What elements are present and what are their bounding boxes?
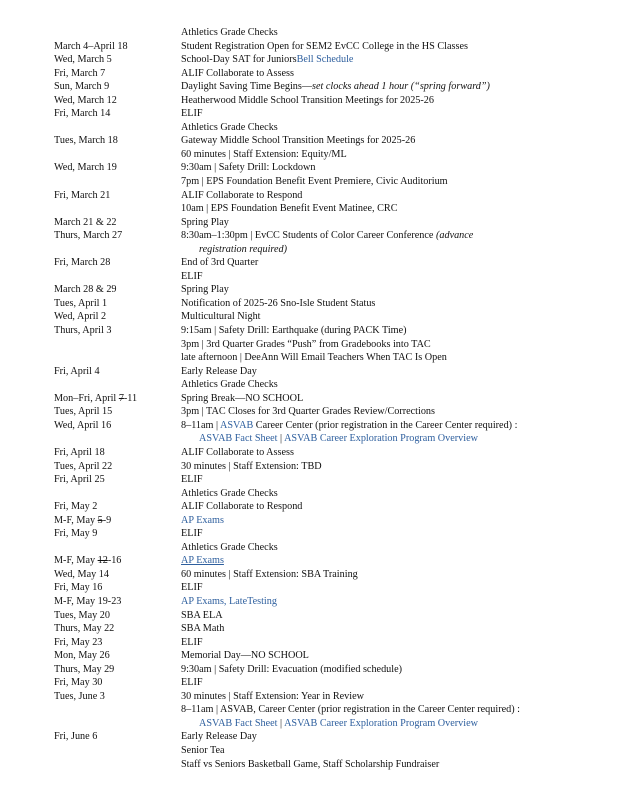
event-date	[54, 554, 121, 568]
event-text-segment: late afternoon | DeeAnn Will Email Teachers When TAC Is Open	[181, 352, 447, 364]
calendar-row	[0, 541, 618, 555]
event-date: Tues, May 20	[54, 609, 110, 621]
calendar-row	[0, 703, 618, 717]
date-text-segment: -9	[102, 514, 112, 526]
event-description	[181, 758, 439, 772]
event-date: Fri, May 30	[54, 677, 103, 689]
date-text-segment: 7	[118, 392, 124, 404]
event-description	[181, 663, 402, 677]
event-description	[181, 270, 203, 284]
event-description	[181, 703, 520, 717]
calendar-row	[0, 690, 618, 704]
event-description	[181, 365, 257, 379]
event-date: March 21 & 22	[54, 216, 117, 228]
event-description	[181, 134, 415, 148]
calendar-row	[0, 256, 618, 270]
calendar-row	[0, 717, 618, 731]
event-text-segment: ELIF	[181, 636, 203, 648]
event-description	[181, 148, 347, 162]
event-text-segment: Student Registration Open for SEM2 EvCC College in the HS Classes	[181, 40, 468, 52]
event-date: Wed, May 14	[54, 568, 109, 580]
event-description	[181, 473, 203, 487]
event-date: Fri, June 6	[54, 731, 98, 743]
event-text-segment: Multicultural Night	[181, 311, 261, 323]
date-text-segment: M-F, May	[54, 555, 98, 567]
calendar-row	[0, 121, 618, 135]
event-description	[181, 419, 517, 433]
calendar-row	[0, 419, 618, 433]
event-text-segment: Spring Break—NO SCHOOL	[181, 392, 304, 404]
calendar-row	[0, 676, 618, 690]
event-date: Fri, May 23	[54, 636, 103, 648]
calendar-row	[0, 595, 618, 609]
event-text-segment: Early Release Day	[181, 365, 257, 377]
calendar-row	[0, 243, 618, 257]
calendar-document	[0, 26, 618, 771]
calendar-row	[0, 432, 618, 446]
date-text-segment: M-F, May	[54, 514, 98, 526]
event-link[interactable]: AP Exams, LateTesting	[181, 595, 277, 607]
event-description	[181, 107, 203, 121]
event-text-segment: Career Center (prior registration in the Career Center required) :	[253, 419, 518, 431]
calendar-row	[0, 460, 618, 474]
event-date: Tues, April 22	[54, 460, 113, 472]
event-description	[181, 690, 364, 704]
event-text-segment: 8:30am–1:30pm | EvCC Students of Color Career Conference	[181, 230, 436, 242]
event-date: Tues, March 18	[54, 135, 118, 147]
event-description	[181, 67, 294, 81]
event-text-segment: Athletics Grade Checks	[181, 541, 278, 553]
event-text-segment: SBA ELA	[181, 609, 223, 621]
event-link[interactable]: ASVAB Fact Sheet	[199, 717, 278, 729]
event-description	[181, 527, 203, 541]
calendar-row	[0, 730, 618, 744]
event-text-segment: ALIF Collaborate to Assess	[181, 446, 294, 458]
event-date: M-F, May 19-23	[54, 595, 122, 607]
event-description	[181, 554, 224, 568]
event-description	[181, 94, 434, 108]
event-date: Thurs, May 29	[54, 663, 115, 675]
event-description	[181, 487, 278, 501]
event-description	[181, 121, 278, 135]
event-description	[181, 202, 398, 216]
event-text-segment: 60 minutes | Staff Extension: Equity/ML	[181, 148, 347, 160]
event-description	[181, 324, 407, 338]
event-text-segment: Early Release Day	[181, 731, 257, 743]
calendar-row	[0, 649, 618, 663]
calendar-row	[0, 758, 618, 772]
event-date: Thurs, April 3	[54, 325, 112, 337]
event-description	[181, 622, 224, 636]
event-text-segment: 30 minutes | Staff Extension: TBD	[181, 460, 322, 472]
event-description	[181, 297, 375, 311]
event-description	[181, 405, 435, 419]
calendar-row	[0, 487, 618, 501]
calendar-row	[0, 310, 618, 324]
event-description	[181, 80, 490, 94]
event-text-segment: ELIF	[181, 270, 203, 282]
event-text-segment: ELIF	[181, 474, 203, 486]
event-text-segment: ELIF	[181, 528, 203, 540]
event-text-segment: ALIF Collaborate to Respond	[181, 501, 303, 513]
event-description	[181, 541, 278, 555]
event-date: Fri, May 16	[54, 582, 103, 594]
event-text-segment: Heatherwood Middle School Transition Meetings for 2025-26	[181, 94, 434, 106]
event-text-segment: |	[277, 433, 285, 445]
event-description	[181, 609, 223, 623]
calendar-row	[0, 581, 618, 595]
event-date: Wed, March 19	[54, 162, 117, 174]
event-date: Wed, April 16	[54, 419, 112, 431]
calendar-row	[0, 148, 618, 162]
event-description	[181, 446, 294, 460]
calendar-row	[0, 53, 618, 67]
calendar-row	[0, 365, 618, 379]
event-description	[181, 514, 224, 528]
event-date: Fri, April 4	[54, 365, 100, 377]
date-text-segment: -16	[107, 555, 122, 567]
event-text-segment: ELIF	[181, 108, 203, 120]
event-description	[199, 432, 478, 446]
event-text-segment: set clocks ahead 1 hour (“spring forward”)	[312, 81, 490, 93]
date-text-segment: 12	[97, 555, 108, 567]
event-description	[181, 26, 278, 40]
calendar-row	[0, 500, 618, 514]
event-link[interactable]: Bell Schedule	[296, 54, 354, 66]
event-text-segment: 10am | EPS Foundation Benefit Event Matinee, CRC	[181, 203, 398, 215]
calendar-row	[0, 663, 618, 677]
event-text-segment: 7pm | EPS Foundation Benefit Event Premiere, Civic Auditorium	[181, 176, 448, 188]
calendar-row	[0, 134, 618, 148]
event-text-segment: Spring Play	[181, 216, 229, 228]
calendar-row	[0, 568, 618, 582]
calendar-row	[0, 94, 618, 108]
calendar-row	[0, 636, 618, 650]
event-link[interactable]: AP Exams	[181, 555, 224, 567]
event-description	[181, 378, 278, 392]
calendar-row	[0, 351, 618, 365]
calendar-row	[0, 324, 618, 338]
calendar-row	[0, 67, 618, 81]
event-description	[199, 717, 478, 731]
event-link[interactable]: ASVAB Career Exploration Program Overview	[284, 717, 478, 729]
event-description	[181, 189, 302, 203]
event-text-segment: 9:30am | Safety Drill: Evacuation (modified schedule)	[181, 663, 403, 675]
event-text-segment: ALIF Collaborate to Respond	[181, 189, 303, 201]
event-date: Fri, May 2	[54, 501, 98, 513]
event-text-segment: 3pm | TAC Closes for 3rd Quarter Grades Review/Corrections	[181, 406, 435, 418]
event-date: Tues, April 1	[54, 297, 108, 309]
event-description	[181, 351, 447, 365]
event-date: Thurs, March 27	[54, 230, 123, 242]
date-text-segment: Mon–Fri, April	[54, 392, 119, 404]
event-link[interactable]: AP Exams	[181, 514, 224, 526]
calendar-row	[0, 216, 618, 230]
event-description	[181, 310, 261, 324]
event-text-segment: Athletics Grade Checks	[181, 379, 278, 391]
event-date: Sun, March 9	[54, 81, 110, 93]
event-date: Fri, May 9	[54, 528, 98, 540]
event-date: Wed, March 12	[54, 94, 117, 106]
event-description	[181, 581, 203, 595]
calendar-row	[0, 378, 618, 392]
calendar-row	[0, 392, 618, 406]
event-date: Tues, April 15	[54, 406, 113, 418]
event-text-segment: (advance	[435, 230, 474, 242]
calendar-row	[0, 80, 618, 94]
event-date	[54, 514, 111, 528]
event-text-segment: ELIF	[181, 582, 203, 594]
event-text-segment: Spring Play	[181, 284, 229, 296]
calendar-row	[0, 609, 618, 623]
event-date: Wed, March 5	[54, 54, 112, 66]
calendar-row	[0, 283, 618, 297]
calendar-row	[0, 107, 618, 121]
calendar-row	[0, 473, 618, 487]
date-text-segment: -11	[123, 392, 138, 404]
event-date: March 28 & 29	[54, 284, 117, 296]
event-text-segment: 8–11am | ASVAB, Career Center (prior registration in the Career Center required) :	[181, 704, 520, 716]
event-text-segment: ELIF	[181, 677, 203, 689]
event-text-segment: End of 3rd Quarter	[181, 257, 259, 269]
event-description	[181, 636, 203, 650]
event-date: Wed, April 2	[54, 311, 107, 323]
event-description	[181, 256, 258, 270]
event-text-segment: Memorial Day—NO SCHOOL	[181, 650, 309, 662]
event-description	[181, 500, 302, 514]
event-description	[181, 283, 229, 297]
event-description	[181, 216, 229, 230]
event-description	[181, 229, 473, 243]
calendar-row	[0, 270, 618, 284]
calendar-row	[0, 527, 618, 541]
event-text-segment: 9:30am | Safety Drill: Lockdown	[181, 162, 316, 174]
event-description	[199, 243, 287, 257]
calendar-row	[0, 744, 618, 758]
event-date: Fri, March 7	[54, 67, 106, 79]
event-text-segment: Athletics Grade Checks	[181, 27, 278, 38]
event-description	[181, 161, 315, 175]
calendar-row	[0, 202, 618, 216]
event-description	[181, 649, 309, 663]
calendar-row	[0, 175, 618, 189]
event-text-segment: Athletics Grade Checks	[181, 487, 278, 499]
calendar-row	[0, 189, 618, 203]
event-text-segment: Staff vs Seniors Basketball Game, Staff Scholarship Fundraiser	[181, 758, 440, 770]
event-date: Fri, April 18	[54, 446, 105, 458]
event-date	[54, 392, 137, 406]
calendar-row	[0, 40, 618, 54]
event-text-segment: 9:15am | Safety Drill: Earthquake (during PACK Time)	[181, 325, 407, 337]
event-text-segment: School-Day SAT for Juniors	[181, 54, 297, 66]
calendar-row	[0, 26, 618, 40]
event-description	[181, 568, 358, 582]
event-date: Fri, March 21	[54, 189, 111, 201]
event-link[interactable]: ASVAB Fact Sheet	[199, 433, 278, 445]
event-description	[181, 392, 303, 406]
event-date: Fri, April 25	[54, 474, 105, 486]
calendar-row	[0, 622, 618, 636]
event-description	[181, 338, 431, 352]
event-text-segment: |	[277, 717, 285, 729]
event-text-segment: registration required)	[199, 243, 288, 255]
calendar-row	[0, 446, 618, 460]
event-link[interactable]: ASVAB Career Exploration Program Overview	[284, 433, 478, 445]
calendar-row	[0, 338, 618, 352]
event-text-segment: ALIF Collaborate to Assess	[181, 67, 294, 79]
event-text-segment: 60 minutes | Staff Extension: SBA Training	[181, 568, 358, 580]
event-date: Tues, June 3	[54, 690, 105, 702]
calendar-row	[0, 161, 618, 175]
event-text-segment: Athletics Grade Checks	[181, 121, 278, 133]
event-link[interactable]: ASVAB	[220, 419, 254, 431]
calendar-row	[0, 554, 618, 568]
calendar-row	[0, 297, 618, 311]
date-text-segment: 5	[97, 514, 103, 526]
event-description	[181, 175, 448, 189]
event-date: Fri, March 28	[54, 257, 111, 269]
event-text-segment: 8–11am |	[181, 419, 221, 431]
event-description	[181, 460, 322, 474]
event-date: Thurs, May 22	[54, 623, 115, 635]
calendar-row	[0, 405, 618, 419]
calendar-row	[0, 229, 618, 243]
event-date: March 4–April 18	[54, 40, 128, 52]
event-description	[181, 53, 353, 67]
event-description	[181, 40, 468, 54]
event-text-segment: Notification of 2025-26 Sno-Isle Student Status	[181, 297, 376, 309]
calendar-row	[0, 514, 618, 528]
event-description	[181, 595, 277, 609]
event-text-segment: Daylight Saving Time Begins—	[181, 81, 313, 93]
event-description	[181, 744, 225, 758]
event-text-segment: Senior Tea	[181, 744, 225, 756]
event-text-segment: 3pm | 3rd Quarter Grades “Push” from Gradebooks into TAC	[181, 338, 431, 350]
event-description	[181, 730, 257, 744]
event-text-segment: SBA Math	[181, 623, 225, 635]
event-date: Fri, March 14	[54, 108, 111, 120]
event-description	[181, 676, 203, 690]
event-text-segment: 30 minutes | Staff Extension: Year in Review	[181, 690, 364, 702]
event-text-segment: Gateway Middle School Transition Meetings for 2025-26	[181, 135, 416, 147]
event-date: Mon, May 26	[54, 650, 110, 662]
